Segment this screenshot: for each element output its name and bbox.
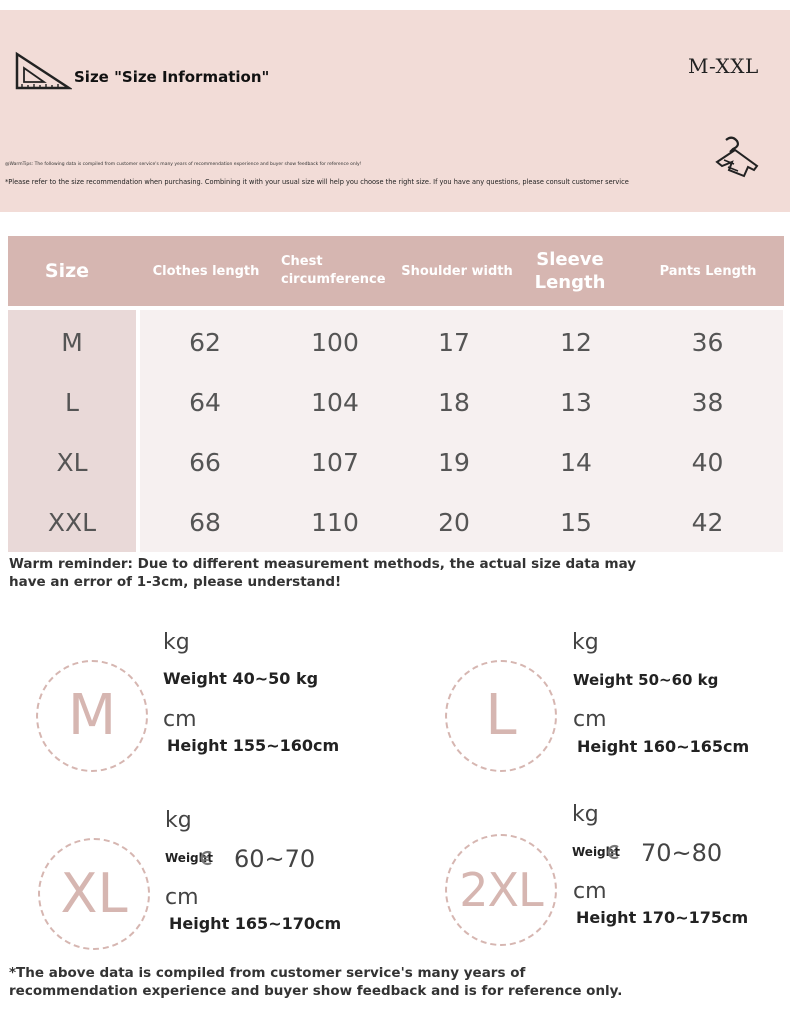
table-cell-clothes: 62 [189,328,221,357]
table-cell-shoulder: 20 [438,508,470,537]
clothes-hanger-icon [712,134,762,180]
warm-reminder: Warm reminder: Due to different measurement methods, the actual size data may have an error of 1-3cm, please understand! [9,556,637,590]
size-badge-l [445,660,557,772]
table-row [0,433,790,493]
height-unit: cm [573,707,607,732]
weight-unit: kg [163,630,190,655]
table-cell-sleeve: 13 [560,388,592,417]
badge-letter: XL [60,862,128,925]
header-sleeve-length: Sleeve Length [534,249,606,293]
weight-label: Weight [165,851,213,865]
table-cell-shoulder: 17 [438,328,470,357]
size-badge-m [36,660,148,772]
badge-letter: 2XL [459,863,543,917]
weight-value-range: 70~80 [641,839,723,867]
weight-range: Weight 50~60 kg [573,671,719,689]
table-cell-pants: 36 [691,328,724,357]
badge-letter: M [67,683,117,748]
table-cell-size: XXL [47,508,97,537]
size-badge-xl [38,838,150,950]
table-cell-shoulder: 19 [438,448,470,477]
table-cell-clothes: 66 [189,448,221,477]
height-range: Height 155~160cm [167,736,340,755]
table-cell-chest: 110 [311,508,359,537]
partial-glyph-icon [606,844,622,860]
table-cell-clothes: 64 [189,388,221,417]
weight-unit: kg [572,630,599,655]
table-cell-sleeve: 12 [560,328,592,357]
table-row [0,373,790,433]
badge-letter: L [485,683,517,748]
weight-unit: kg [165,808,192,833]
table-cell-size: L [65,388,79,417]
size-recommendation-note: *Please refer to the size recommendation when purchasing. Combining it with your usual size will help you choose the right size. If you have any questions, please consult customer service [5,178,629,186]
height-unit: cm [165,885,199,910]
table-cell-sleeve: 14 [560,448,592,477]
header-clothes-length: Clothes length [152,263,260,279]
header-size: Size [44,260,90,282]
ruler-triangle-icon [14,51,72,91]
weight-unit: kg [572,802,599,827]
weight-range: Weight 40~50 kg [163,669,319,688]
table-cell-chest: 104 [311,388,359,417]
size-table-header [8,236,784,306]
height-range: Height 160~165cm [577,737,750,756]
size-range: M-XXL [688,54,759,78]
height-unit: cm [163,707,197,732]
banner-title: Size "Size Information" [74,68,270,86]
size-badge-2xl [445,834,557,946]
weight-value-range: 60~70 [234,845,316,873]
header-pants-length: Pants Length [659,263,757,279]
table-row [0,313,790,373]
partial-glyph-icon [199,850,215,866]
table-cell-size: XL [56,448,88,477]
table-cell-clothes: 68 [189,508,221,537]
table-cell-size: M [61,328,83,357]
height-range: Height 165~170cm [169,914,342,933]
table-cell-pants: 42 [691,508,724,537]
table-cell-pants: 38 [691,388,724,417]
height-range: Height 170~175cm [576,908,749,927]
table-cell-pants: 40 [691,448,724,477]
warm-tips-small: @WarmTips: The following data is compiled from customer service's many years of recommendation experience and buyer show feedback for reference only! [5,162,362,167]
height-unit: cm [573,879,607,904]
table-cell-chest: 107 [311,448,359,477]
table-row [0,493,790,553]
footnote: *The above data is compiled from customer service's many years of recommendation experience and buyer show feedback and is for reference only. [9,965,623,999]
header-chest-circumference: Chest circumference [281,254,386,287]
table-cell-chest: 100 [311,328,359,357]
weight-label: Weight [572,845,620,859]
header-shoulder-width: Shoulder width [401,263,513,279]
table-cell-shoulder: 18 [438,388,470,417]
table-cell-sleeve: 15 [560,508,592,537]
